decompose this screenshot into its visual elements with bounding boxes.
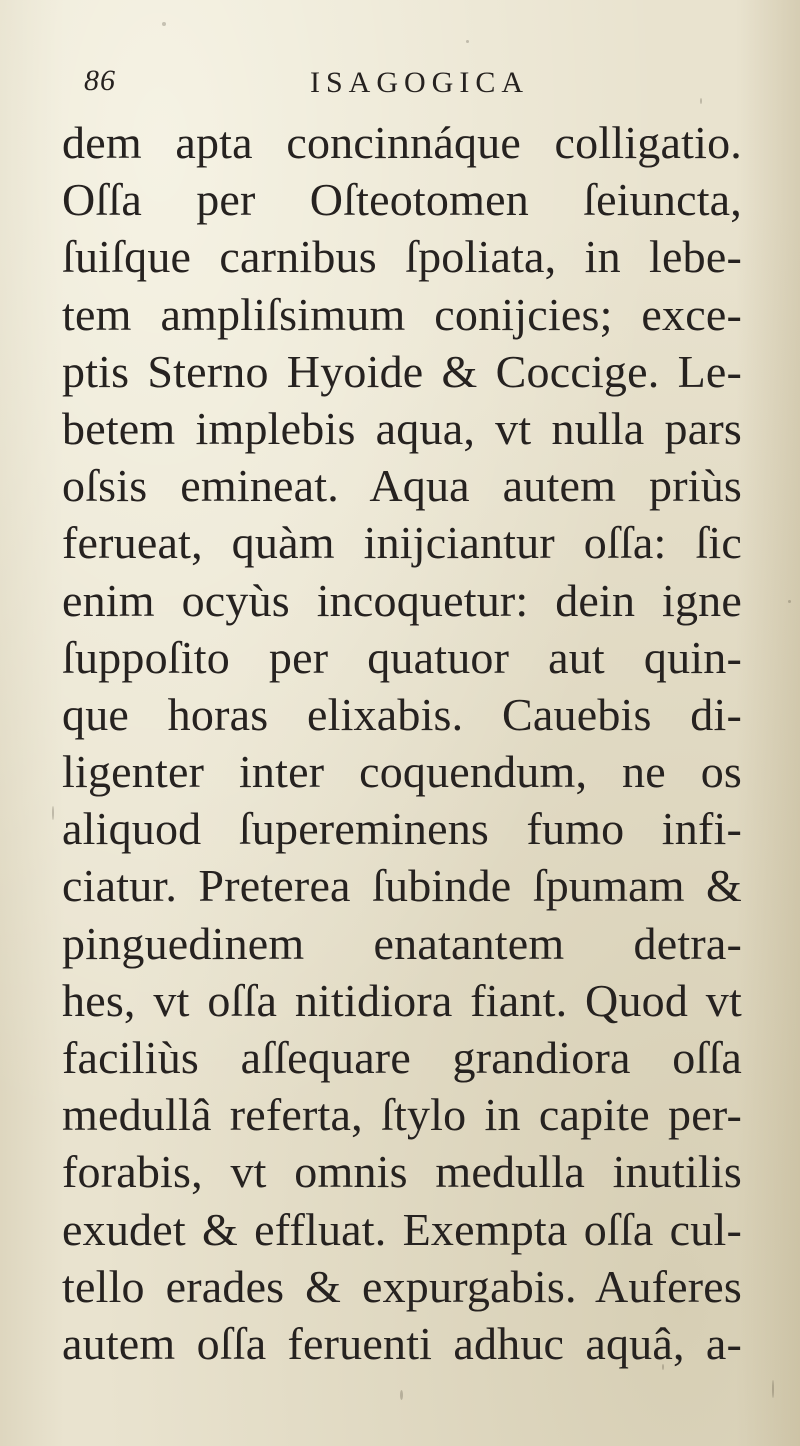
paper-speck [788,600,791,603]
text-line: ferueat, quàm inijciantur oſſa: ſic [62,517,742,569]
text-line: Oſſa per Oſteotomen ſeiuncta, [62,174,742,226]
paper-speck [772,1380,774,1398]
text-line: betem implebis aqua, vt nulla pars [62,402,742,454]
page-number: 86 [84,64,116,97]
text-line: faciliùs aſſequare grandiora oſſa [62,1032,742,1083]
text-line: hes, vt oſſa nitidiora fiant. Quod vt [62,974,742,1026]
page-header [84,64,724,114]
paper-speck [52,806,54,820]
text-line: que horas elixabis. Cauebis di- [62,688,742,740]
text-line: autem oſſa feruenti adhuc aquâ, a- [62,1317,742,1369]
text-line: ſuppoſito per quatuor aut quin- [62,631,742,683]
text-line: ptis Sterno Hyoide & Coccige. Le- [62,345,742,397]
paper-speck [162,22,166,26]
text-line: enim ocyùs incoquetur: dein igne [62,574,742,626]
paper-speck [662,1364,664,1370]
text-line: tem ampliſsimum conijcies; exce- [62,288,742,340]
text-line: forabis, vt omnis medulla inutilis [62,1146,742,1198]
text-line: oſsis emineat. Aqua autem priùs [62,460,742,512]
text-line: ciatur. Preterea ſubinde ſpumam & [62,860,742,912]
text-line: ligenter inter coquendum, ne os [62,746,742,798]
text-line: tello erades & expurgabis. Auferes [62,1260,742,1312]
running-head: ISAGOGICA [310,66,529,99]
body-text [62,114,742,1372]
paper-speck [700,98,702,104]
text-line: medullâ referta, ſtylo in capite per- [62,1089,742,1141]
text-line: aliquod ſupereminens fumo infi- [62,803,742,855]
text-line: dem apta concinnáque colligatio. [62,117,742,168]
paper-speck [466,40,469,43]
text-line: exudet & effluat. Exempta oſſa cul- [62,1203,742,1255]
text-line: ſuiſque carnibus ſpoliata, in lebe- [62,231,742,283]
text-line: pinguedinem enatantem detra- [62,917,742,969]
paper-speck [400,1390,403,1400]
